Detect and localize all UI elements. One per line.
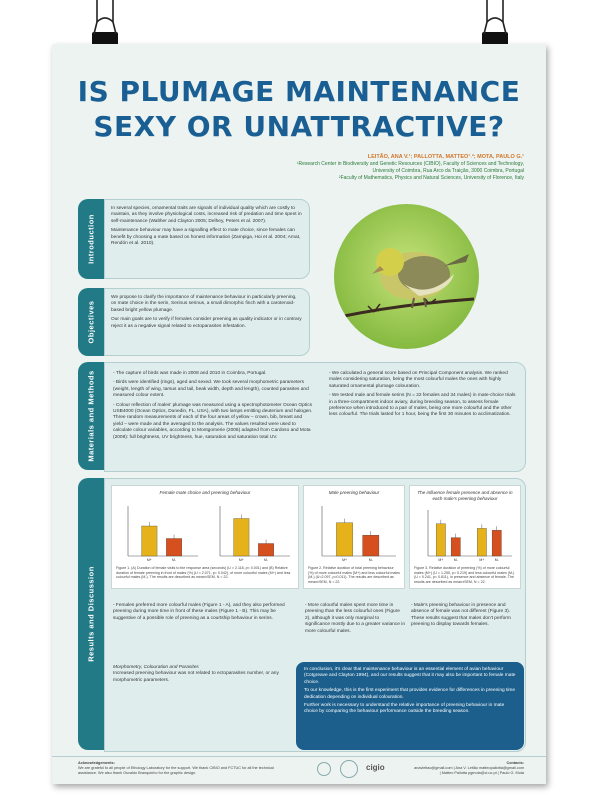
title-line-2: SEXY OR UNATTRACTIVE?: [93, 110, 505, 143]
chart-1b: [208, 500, 292, 564]
methods-right-1: - We calculated a general score based on Principal Component analysis. We ranked males considering saturation, being the most colourful males the ones with highly saturated ornamental plumage colouration.: [329, 371, 508, 389]
methods-box: [104, 362, 526, 472]
morphometry-block: [113, 665, 293, 684]
affiliation-2: ²Faculty of Mathematics, Physics and Natural Sciences, University of Florence, Italy: [338, 175, 524, 181]
footer: [52, 756, 546, 784]
tick-label: M-: [264, 558, 269, 562]
morphometry-title: Morphometry, Colouration and Parasites: [113, 665, 199, 670]
intro-paragraph-2: Maintenance behaviour may have a signalling effect to mate choice, since females can benefit by choosing a mate based on honest information (Zampiga, Hoi et al. 2004; Amat, Rendón et al. 2010).: [111, 228, 301, 247]
bar: [451, 538, 460, 556]
bar: [166, 539, 181, 557]
section-label-methods: Materials and Methods: [86, 370, 96, 462]
section-tab-methods: [78, 362, 104, 470]
methods-left-3: - Colour reflection of males' plumage was measured using a spectrophotometer Ocean Optics USB4000 (Ocean Optics, Dunedin, FL, USA), with two lamps emitting deuterium and halogen. Three random measurements of each of the four areas of yellow – crown, bib, breast and yield – were made and the averaged to the analysis. The values resulted were used to calculate colour variables, according to Montgomerie (2006) adapted from Cardoso and Mota (2008): full brightness, UV brightness, hue, saturation and saturation total UV.: [113, 402, 313, 440]
results-text-left: - Females preferred more colourful males (Figure 1 - A), and they also performed preening during more time in front of these males (Figure 1 - B). This may be suggestive of a possible role of preening as a courtship behaviour in serins.: [113, 603, 285, 621]
tick-label: M-: [368, 558, 373, 562]
conclusion-1: In conclusion, it's clear that maintenance behaviour is an essential element of avian behaviour (Cotgreave and Clayton 1994), and our results suggest that it may also be important to female mate choice.: [304, 667, 516, 685]
seal-logo-icon: [340, 760, 358, 778]
affiliation-1b: University of Coimbra, Rua Arco da Traição, 3000 Coimbra, Portugal: [372, 168, 524, 174]
title-line-1: IS PLUMAGE MAINTENANCE: [77, 75, 521, 108]
introduction-box: [104, 199, 310, 279]
bar: [492, 530, 501, 556]
acknowledgements: [78, 761, 278, 776]
results-text-middle: - More colourful males spent more time in preening than the less colourful ones (Figure 2), although it was only marginal to significance mostly due to a greater variance in more colourful males.: [305, 603, 405, 634]
methods-right-column: [329, 371, 517, 422]
author-names: LEITÃO, ANA V.¹; PALLOTTA, MATTEO¹˒²; MOTA, PAULO G.¹: [367, 154, 524, 160]
tick-label: M-: [494, 558, 499, 562]
affiliation-1: ¹Research Center in Biodiversity and Genetic Resources (CIBIO), Faculty of Sciences and Technology,: [296, 161, 524, 167]
results-text-right: - Male's preening behaviour in presence and absence of female was not different (Figure 3). These results suggest that males don't perform preening to display towards females.: [411, 603, 511, 628]
poster-title: [52, 74, 546, 144]
ack-title: Acknowledgements:: [78, 761, 115, 765]
figure-panel-1: [111, 485, 299, 589]
bar: [477, 528, 486, 556]
objectives-paragraph-1: We propose to clarify the importance of maintenance behaviour in particularly preening, on mate choice in the serin, Serinus serinus, a small dimorphic finch with a carotenoid-based bright yellow plumage.: [111, 295, 297, 313]
bar: [234, 519, 249, 557]
figure-1-caption: Figure 1. (A) Duration of female visits to the response area (seconds) (U = 2.118, p< 0.001) and (B) Relative duration of female preening in front of males (%) (U = 2.071, p= 0.042), of more colourful males (M+) and less colourful males (M-). The results are described as mean±SEM, N = 22.: [116, 566, 291, 580]
figure-panel-2: [303, 485, 405, 589]
serin-bird-image: [334, 204, 479, 349]
conclusion-3: Further work is necessary to understand the relative importance of preening behaviour in mate choice by comparing the behaviour performance outside the breeding season.: [304, 703, 505, 715]
methods-left-column: [113, 371, 313, 444]
tick-label: M+: [479, 558, 485, 562]
tick-label: M+: [146, 558, 152, 562]
chart-3: [416, 504, 514, 564]
bar: [258, 544, 273, 557]
morphometry-text: Increased preening behaviour was not related to ectoparasites number, or any morphometric parameters.: [113, 671, 279, 683]
section-label-results: Results and Discussion: [86, 566, 96, 662]
poster: [52, 44, 546, 784]
methods-right-2: - We tested male and female serins (N = 22 females and 34 males) in mate-choice trials in a three-compartment indoor aviary, during breeding season, to assess female preference when introduced to a pair of males, being one more colourful and the other less colourful. The trials lasted for 1 hour, being the first 30 minutes to acclimatization.: [329, 393, 516, 418]
contacts: [414, 761, 524, 776]
tick-label: M+: [342, 558, 348, 562]
tick-label: M+: [238, 558, 244, 562]
section-tab-results: [78, 478, 104, 750]
panel-3-title: The influence female presence and absence in each male's preening behaviour: [417, 490, 513, 502]
methods-left-2: - Birds were identified (rings), aged and sexed. We took several morphometric parameters (weight, length of wing, tarsus and tail, beak width, depth and length), counted parasites and measured colour extent.: [113, 380, 309, 399]
objectives-paragraph-2: Our main goals are to verify if females consider preening as quality indicator or in contrary reject it as a negative signal related to ectoparasites infestation.: [111, 317, 302, 329]
contacts-title: Contacts:: [506, 761, 524, 765]
conclusion-2: To our knowledge, this is the first experiment that provides evidence for differences in preening time dedication depending on individual colouration.: [304, 688, 516, 700]
bar: [142, 526, 157, 556]
tick-label: M+: [438, 558, 444, 562]
section-label-introduction: Introduction: [86, 214, 96, 264]
figure-2-caption: Figure 2. Relative duration of total preening behaviour (%) of more colourful males (M+) and less colourful males (M-) (U=2.097, p=0.011). The results are described as mean±SEM, N = 22.: [308, 566, 400, 584]
panel-2-title: Male preening behaviour: [328, 490, 380, 495]
section-tab-objectives: [78, 288, 104, 356]
conclusion-box: [296, 662, 524, 750]
authors-block: [224, 154, 524, 182]
intro-paragraph-1: In several species, ornamental traits are signals of individual quality which are costly to maintain, as they involve physiological costs, increased risk of predation and time spent in self-maintenance (Walther and Clayton 2005; Delhey, Peters et al. 2007).: [111, 206, 302, 224]
chart-2: [310, 500, 398, 564]
tick-label: M-: [453, 558, 458, 562]
methods-left-1: - The capture of birds was made in 2008 and 2010 in Coimbra, Portugal.: [113, 371, 267, 376]
university-logo-icon: [317, 762, 331, 776]
contacts-text: anavleitao@gmail.com | Ana V. Leitão matteopallotta@gmail.com | Matteo Pallotta pgmota@ci.uc.pt | Paulo G. Mota: [414, 766, 524, 775]
figure-3-caption: Figure 3. Relative duration of preening (%) of more colourful males (M+) (U = 1.255, p= 0.219) and less colourful males (M-) (U = 0.241, p= 0.811), in presence and absence of female. The results are described as mean±SEM, N = 22.: [414, 566, 515, 584]
cibio-logo: cigio: [366, 763, 385, 772]
bar: [363, 535, 379, 556]
tick-label: M-: [172, 558, 177, 562]
objectives-box: [104, 288, 310, 356]
bar: [336, 523, 352, 556]
panel-1-title: Female mate choice and preening behaviour: [159, 490, 251, 495]
figure-panel-3: [409, 485, 521, 589]
section-tab-introduction: [78, 199, 104, 279]
section-label-objectives: Objectives: [86, 300, 96, 344]
bar: [436, 524, 445, 556]
bird-photo: [334, 204, 479, 349]
ack-text: We are grateful to all people of Ethology Laboratory for the support. We thank CIBIO and FCTUC for all the technical assistance. We also thank Osvaldo Branquinho for the graphic design.: [78, 766, 274, 775]
chart-1a: [116, 500, 200, 564]
